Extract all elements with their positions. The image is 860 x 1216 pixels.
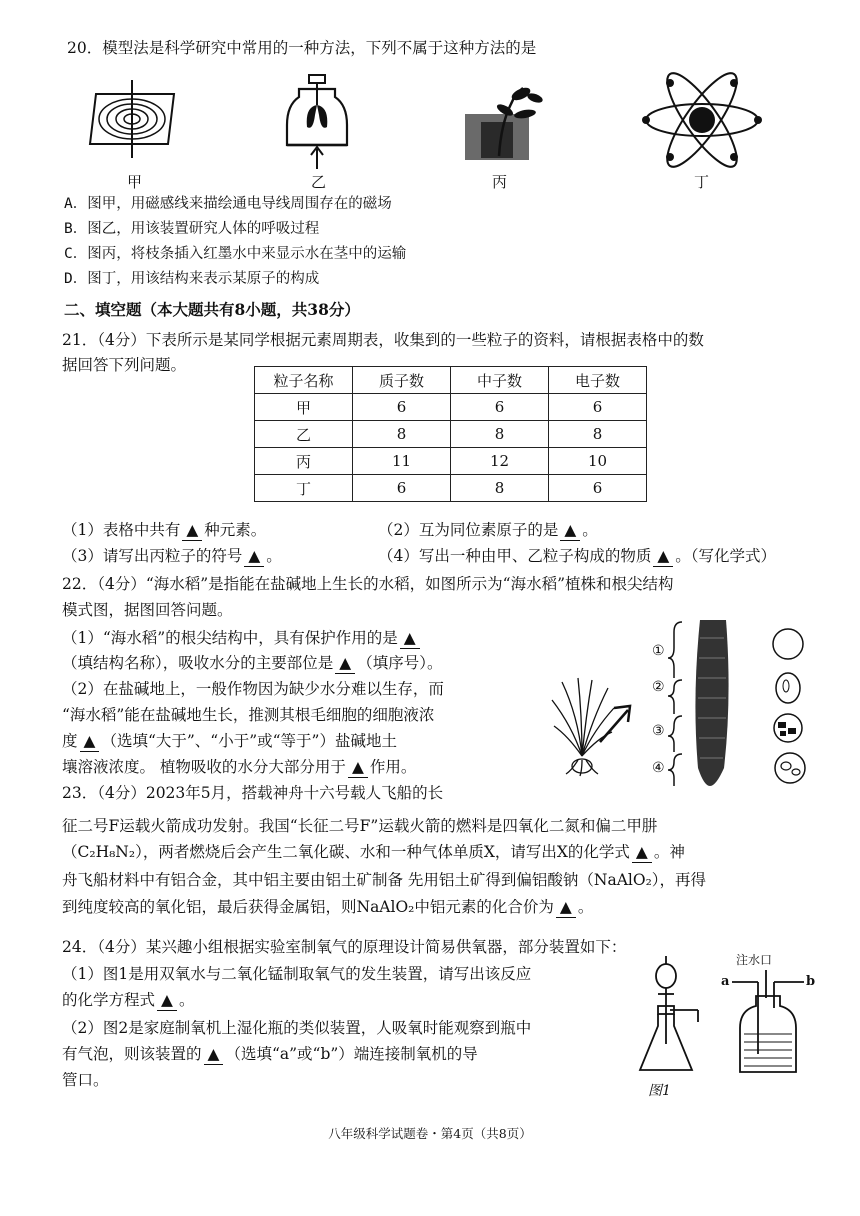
answer-blank: ▲: [80, 731, 100, 752]
figure-label-jia: 甲: [127, 173, 143, 191]
table-cell: 6: [549, 475, 647, 502]
answer-blank: ▲: [335, 653, 355, 674]
q21-part2: [378, 520, 598, 541]
figure1-label: 图1: [648, 1083, 671, 1099]
q22-line4-text-end: （填序号）。: [357, 654, 443, 672]
port-b-label: b: [806, 974, 816, 989]
table-cell: 乙: [255, 421, 353, 448]
table-header: 中子数: [451, 367, 549, 394]
q23-line3-text: （C₂H₈N₂），两者燃烧后会产生二氧化碳、水和一种气体单质X，请写出X的化学式: [62, 843, 630, 861]
q22-line7-text-end: （选填“大于”、“小于”或“等于”）盐碱地土: [101, 732, 397, 750]
q22-line8-text: 壤溶液浓度。 植物吸收的水分大部分用于: [62, 758, 346, 776]
water-inlet-label: 注水口: [736, 953, 773, 967]
table-cell: 丙: [255, 448, 353, 475]
port-a-label: a: [721, 974, 730, 989]
answer-blank: ▲: [244, 546, 264, 567]
figure2-humidifier-bottle: [730, 968, 810, 1074]
answer-blank: ▲: [653, 546, 673, 567]
q22-line7: [62, 731, 397, 752]
answer-blank: ▲: [400, 628, 420, 649]
table-row: [255, 475, 647, 502]
q23-line2: 征二号F运载火箭成功发射。我国“长征二号F”运载火箭的燃料是四氧化二氮和偏二甲肼: [62, 817, 658, 835]
table-header: 质子数: [353, 367, 451, 394]
table-cell: 6: [353, 475, 451, 502]
q21-stem-line1: 21．（4分）下表所示是某同学根据元素周期表，收集到的一些粒子的资料，请根据表格中的数: [62, 331, 704, 349]
q20-option-a: A．图甲，用磁感线来描绘通电导线周围存在的磁场: [64, 196, 392, 212]
q23-line3: [62, 842, 685, 863]
q21-part4-text-end: 。（写化学式）: [675, 547, 777, 565]
q24-line5: [62, 1044, 478, 1065]
q24-line1: 24．（4分）某兴趣小组根据实验室制氧气的原理设计简易供氧器，部分装置如下：: [62, 938, 627, 956]
root-tip-diagram: [668, 618, 816, 790]
q22-line2: 模式图，据图回答问题。: [62, 601, 233, 619]
section-title: 二、填空题（本大题共有8小题，共38分）: [64, 300, 360, 319]
table-cell: 6: [549, 394, 647, 421]
table-header: 电子数: [549, 367, 647, 394]
answer-blank: ▲: [204, 1044, 224, 1065]
q21-part2-text-end: 。: [582, 521, 598, 539]
q22-line6: “海水稻”能在盐碱地生长，推测其根毛细胞的细胞液浓: [62, 706, 435, 724]
arrow-icon: [596, 700, 636, 746]
q20-option-b: B．图乙，用该装置研究人体的呼吸过程: [64, 221, 320, 237]
answer-blank: ▲: [560, 520, 580, 541]
table-cell: 8: [451, 421, 549, 448]
figure-yi-bell-jar: [285, 75, 349, 171]
answer-blank: ▲: [632, 842, 652, 863]
q22-line7-text: 度: [62, 732, 78, 750]
q24-line3-text-end: 。: [178, 991, 195, 1009]
table-cell: 8: [353, 421, 451, 448]
table-cell: 10: [549, 448, 647, 475]
q24-line5-text: 有气泡，则该装置的: [62, 1045, 202, 1063]
q23-line5: [62, 897, 593, 918]
q20-option-d: D．图丁，用该结构来表示某原子的构成: [64, 271, 320, 287]
table-header: 粒子名称: [255, 367, 353, 394]
root-label-2: ②: [652, 679, 665, 695]
root-label-1: ①: [652, 643, 665, 659]
q21-part3: [62, 546, 282, 567]
q22-line3: [62, 628, 422, 649]
q23-line3-text-end: 。神: [653, 843, 685, 861]
q24-line3-text: 的化学方程式: [62, 991, 156, 1009]
figure-ding-atom-model: [640, 78, 764, 162]
q23-line5-text-end: 。: [577, 898, 594, 916]
q21-part4-text: （4）写出一种由甲、乙粒子构成的物质: [378, 547, 652, 565]
q22-line5: （2）在盐碱地上，一般作物因为缺少水分难以生存，而: [62, 680, 444, 698]
table-cell: 6: [353, 394, 451, 421]
q22-line4-text: （填结构名称），吸收水分的主要部位是: [62, 654, 334, 672]
q21-part1: [62, 520, 266, 541]
particle-table: [254, 366, 647, 502]
q24-line3: [62, 990, 194, 1011]
q24-line5-text-end: （选填“a”或“b”）端连接制氧机的导: [225, 1045, 478, 1063]
table-cell: 11: [353, 448, 451, 475]
figure-jia-magnetic-field: [88, 88, 178, 150]
table-row: [255, 421, 647, 448]
table-row: [255, 394, 647, 421]
q22-line4: [62, 653, 442, 674]
q21-part3-text: （3）请写出丙粒子的符号: [62, 547, 243, 565]
q21-part1-text: （1）表格中共有: [62, 521, 181, 539]
q22-line3-text: （1）“海水稻”的根尖结构中，具有保护作用的是: [62, 629, 398, 647]
q20-stem: 20．模型法是科学研究中常用的一种方法，下列不属于这种方法的是: [67, 39, 537, 57]
q21-part4: [378, 546, 776, 567]
q22-line1: 22．（4分）“海水稻”是指能在盐碱地上生长的水稻，如图所示为“海水稻”植株和根尖结构: [62, 575, 674, 593]
figure-label-bing: 丙: [492, 173, 508, 191]
answer-blank: ▲: [157, 990, 177, 1011]
answer-blank: ▲: [556, 897, 576, 918]
figure-label-yi: 乙: [311, 173, 327, 191]
q21-stem-line2: 据回答下列问题。: [62, 356, 187, 374]
q23-line5-text: 到纯度较高的氧化铝，最后获得金属铝，则NaAlO₂中铝元素的化合价为: [62, 898, 554, 916]
table-cell: 丁: [255, 475, 353, 502]
q21-part1-text-end: 种元素。: [204, 521, 267, 539]
q23-line1: 23．（4分）2023年5月，搭载神舟十六号载人飞船的长: [62, 784, 444, 802]
table-header-row: [255, 367, 647, 394]
figure-label-ding: 丁: [694, 173, 710, 191]
root-label-4: ④: [652, 760, 665, 776]
root-label-3: ③: [652, 723, 665, 739]
table-cell: 甲: [255, 394, 353, 421]
q20-option-c: C．图丙，将枝条插入红墨水中来显示水在茎中的运输: [64, 246, 407, 262]
q24-line6: 管口。: [62, 1071, 109, 1089]
table-cell: 8: [451, 475, 549, 502]
page-footer: 八年级科学试题卷・第4页（共8页）: [328, 1126, 532, 1141]
table-cell: 12: [451, 448, 549, 475]
q21-part2-text: （2）互为同位素原子的是: [378, 521, 559, 539]
figure-bing-stem-in-ink: [465, 84, 545, 160]
q22-line8: [62, 757, 416, 778]
answer-blank: ▲: [348, 757, 368, 778]
q24-line2: （1）图1是用双氧水与二氧化锰制取氧气的发生装置，请写出该反应: [62, 965, 532, 983]
q24-line4: （2）图2是家庭制氧机上湿化瓶的类似装置，人吸氧时能观察到瓶中: [62, 1019, 532, 1037]
table-row: [255, 448, 647, 475]
q22-line8-text-end: 作用。: [369, 758, 417, 776]
table-cell: 8: [549, 421, 647, 448]
q23-line4: 舟飞船材料中有铝合金，其中铝主要由铝土矿制备 先用铝土矿得到偏铝酸钠（NaAlO₂），再得: [62, 871, 707, 889]
answer-blank: ▲: [182, 520, 202, 541]
table-cell: 6: [451, 394, 549, 421]
q21-part3-text-end: 。: [266, 547, 282, 565]
figure1-flask-apparatus: [636, 948, 716, 1078]
